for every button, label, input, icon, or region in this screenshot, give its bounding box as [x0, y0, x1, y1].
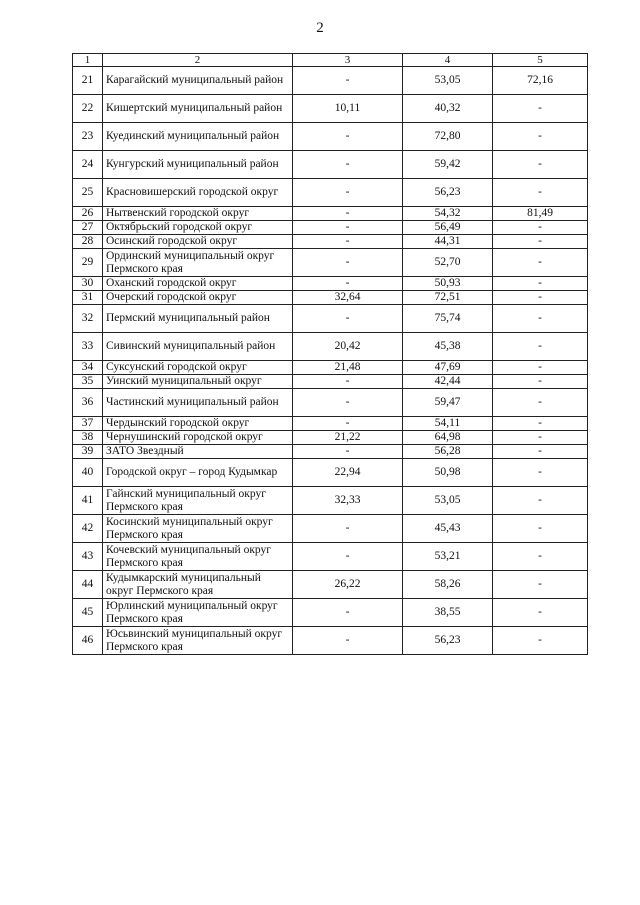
table-row	[73, 431, 588, 445]
value-col-4: 59,47	[403, 389, 493, 417]
value-col-4: 53,05	[403, 67, 493, 95]
column-header: 1	[73, 54, 103, 67]
row-number: 29	[73, 249, 103, 277]
value-col-4: 53,21	[403, 543, 493, 571]
table-row	[73, 375, 588, 389]
value-col-4: 56,23	[403, 627, 493, 655]
value-col-4: 47,69	[403, 361, 493, 375]
value-col-5: -	[493, 123, 588, 151]
table-row	[73, 361, 588, 375]
municipality-name: Очерский городской округ	[103, 291, 293, 305]
value-col-5: -	[493, 277, 588, 291]
row-number: 42	[73, 515, 103, 543]
row-number: 30	[73, 277, 103, 291]
row-number: 33	[73, 333, 103, 361]
value-col-5: -	[493, 361, 588, 375]
municipality-name: Куединский муниципальный район	[103, 123, 293, 151]
value-col-5: -	[493, 627, 588, 655]
table-row	[73, 249, 588, 277]
value-col-4: 72,51	[403, 291, 493, 305]
municipality-name: Кудымкарский муниципальный округ Пермского края	[103, 571, 293, 599]
row-number: 43	[73, 543, 103, 571]
value-col-4: 40,32	[403, 95, 493, 123]
row-number: 22	[73, 95, 103, 123]
table-row	[73, 599, 588, 627]
value-col-5: -	[493, 151, 588, 179]
municipality-name: Городской округ – город Кудымкар	[103, 459, 293, 487]
table-row	[73, 235, 588, 249]
row-number: 23	[73, 123, 103, 151]
value-col-4: 38,55	[403, 599, 493, 627]
table-row	[73, 291, 588, 305]
value-col-3: -	[293, 235, 403, 249]
value-col-3: -	[293, 249, 403, 277]
table-row	[73, 627, 588, 655]
row-number: 27	[73, 221, 103, 235]
value-col-3: 32,33	[293, 487, 403, 515]
value-col-5: 81,49	[493, 207, 588, 221]
table-row	[73, 417, 588, 431]
value-col-3: -	[293, 67, 403, 95]
value-col-3: 22,94	[293, 459, 403, 487]
row-number: 37	[73, 417, 103, 431]
table-row	[73, 515, 588, 543]
value-col-3: -	[293, 445, 403, 459]
value-col-4: 64,98	[403, 431, 493, 445]
municipality-name: Гайнский муниципальный округ Пермского края	[103, 487, 293, 515]
table-row	[73, 305, 588, 333]
row-number: 26	[73, 207, 103, 221]
row-number: 38	[73, 431, 103, 445]
value-col-5: -	[493, 571, 588, 599]
municipality-name: Осинский городской округ	[103, 235, 293, 249]
municipality-name: Частинский муниципальный район	[103, 389, 293, 417]
value-col-5: -	[493, 235, 588, 249]
municipality-name: Кунгурский муниципальный район	[103, 151, 293, 179]
municipality-name: Косинский муниципальный округ Пермского края	[103, 515, 293, 543]
row-number: 31	[73, 291, 103, 305]
value-col-4: 45,38	[403, 333, 493, 361]
table-row	[73, 277, 588, 291]
value-col-3: 26,22	[293, 571, 403, 599]
row-number: 40	[73, 459, 103, 487]
row-number: 24	[73, 151, 103, 179]
row-number: 32	[73, 305, 103, 333]
row-number: 36	[73, 389, 103, 417]
value-col-5: -	[493, 445, 588, 459]
value-col-4: 72,80	[403, 123, 493, 151]
municipality-name: Юсьвинский муниципальный округ Пермского края	[103, 627, 293, 655]
table-row	[73, 543, 588, 571]
value-col-3: 21,22	[293, 431, 403, 445]
value-col-3: 10,11	[293, 95, 403, 123]
value-col-5: -	[493, 459, 588, 487]
municipality-name: Кочевский муниципальный округ Пермского края	[103, 543, 293, 571]
value-col-5: -	[493, 417, 588, 431]
municipality-name: Уинский муниципальный округ	[103, 375, 293, 389]
value-col-5: -	[493, 431, 588, 445]
value-col-3: -	[293, 207, 403, 221]
value-col-4: 42,44	[403, 375, 493, 389]
table-row	[73, 389, 588, 417]
value-col-4: 50,98	[403, 459, 493, 487]
value-col-5: -	[493, 333, 588, 361]
value-col-3: -	[293, 305, 403, 333]
table-row	[73, 179, 588, 207]
table-row	[73, 207, 588, 221]
value-col-4: 53,05	[403, 487, 493, 515]
value-col-5: -	[493, 375, 588, 389]
value-col-3: -	[293, 123, 403, 151]
value-col-4: 44,31	[403, 235, 493, 249]
municipality-name: Пермский муниципальный район	[103, 305, 293, 333]
table-row	[73, 123, 588, 151]
value-col-4: 56,49	[403, 221, 493, 235]
row-number: 34	[73, 361, 103, 375]
value-col-4: 52,70	[403, 249, 493, 277]
table-row	[73, 571, 588, 599]
value-col-4: 59,42	[403, 151, 493, 179]
value-col-5: -	[493, 249, 588, 277]
table-row	[73, 333, 588, 361]
row-number: 35	[73, 375, 103, 389]
value-col-3: 32,64	[293, 291, 403, 305]
value-col-4: 56,28	[403, 445, 493, 459]
value-col-3: -	[293, 221, 403, 235]
table-row	[73, 221, 588, 235]
column-header: 4	[403, 54, 493, 67]
value-col-3: -	[293, 515, 403, 543]
municipality-name: Ординский муниципальный округ Пермского края	[103, 249, 293, 277]
value-col-4: 54,11	[403, 417, 493, 431]
value-col-4: 54,32	[403, 207, 493, 221]
municipality-name: Суксунский городской округ	[103, 361, 293, 375]
table-row	[73, 95, 588, 123]
column-header: 5	[493, 54, 588, 67]
value-col-5: -	[493, 221, 588, 235]
value-col-3: -	[293, 627, 403, 655]
value-col-5: -	[493, 305, 588, 333]
column-header: 3	[293, 54, 403, 67]
value-col-5: -	[493, 389, 588, 417]
value-col-4: 50,93	[403, 277, 493, 291]
table-header-row	[73, 54, 588, 67]
value-col-5: -	[493, 487, 588, 515]
municipality-name: Оханский городской округ	[103, 277, 293, 291]
value-col-5: 72,16	[493, 67, 588, 95]
value-col-3: -	[293, 417, 403, 431]
value-col-5: -	[493, 515, 588, 543]
value-col-5: -	[493, 179, 588, 207]
municipality-name: Красновишерский городской округ	[103, 179, 293, 207]
municipality-name: Карагайский муниципальный район	[103, 67, 293, 95]
row-number: 28	[73, 235, 103, 249]
municipality-name: Кишертский муниципальный район	[103, 95, 293, 123]
value-col-4: 45,43	[403, 515, 493, 543]
value-col-3: -	[293, 389, 403, 417]
value-col-5: -	[493, 599, 588, 627]
value-col-3: -	[293, 151, 403, 179]
value-col-4: 75,74	[403, 305, 493, 333]
table-row	[73, 67, 588, 95]
data-table	[72, 53, 588, 655]
value-col-5: -	[493, 291, 588, 305]
row-number: 44	[73, 571, 103, 599]
municipality-name: Октябрьский городской округ	[103, 221, 293, 235]
row-number: 41	[73, 487, 103, 515]
municipality-name: Чердынский городской округ	[103, 417, 293, 431]
table-row	[73, 487, 588, 515]
value-col-3: -	[293, 375, 403, 389]
value-col-3: -	[293, 277, 403, 291]
table-row	[73, 459, 588, 487]
value-col-4: 58,26	[403, 571, 493, 599]
value-col-3: -	[293, 599, 403, 627]
value-col-3: 21,48	[293, 361, 403, 375]
municipality-name: ЗАТО Звездный	[103, 445, 293, 459]
row-number: 39	[73, 445, 103, 459]
value-col-5: -	[493, 95, 588, 123]
value-col-5: -	[493, 543, 588, 571]
row-number: 45	[73, 599, 103, 627]
row-number: 25	[73, 179, 103, 207]
municipality-name: Сивинский муниципальный район	[103, 333, 293, 361]
value-col-3: -	[293, 543, 403, 571]
table-row	[73, 151, 588, 179]
municipality-name: Чернушинский городской округ	[103, 431, 293, 445]
table-row	[73, 445, 588, 459]
value-col-3: 20,42	[293, 333, 403, 361]
row-number: 21	[73, 67, 103, 95]
municipality-name: Нытвенский городской округ	[103, 207, 293, 221]
column-header: 2	[103, 54, 293, 67]
municipality-name: Юрлинский муниципальный округ Пермского края	[103, 599, 293, 627]
value-col-4: 56,23	[403, 179, 493, 207]
value-col-3: -	[293, 179, 403, 207]
page-number: 2	[316, 20, 324, 36]
row-number: 46	[73, 627, 103, 655]
